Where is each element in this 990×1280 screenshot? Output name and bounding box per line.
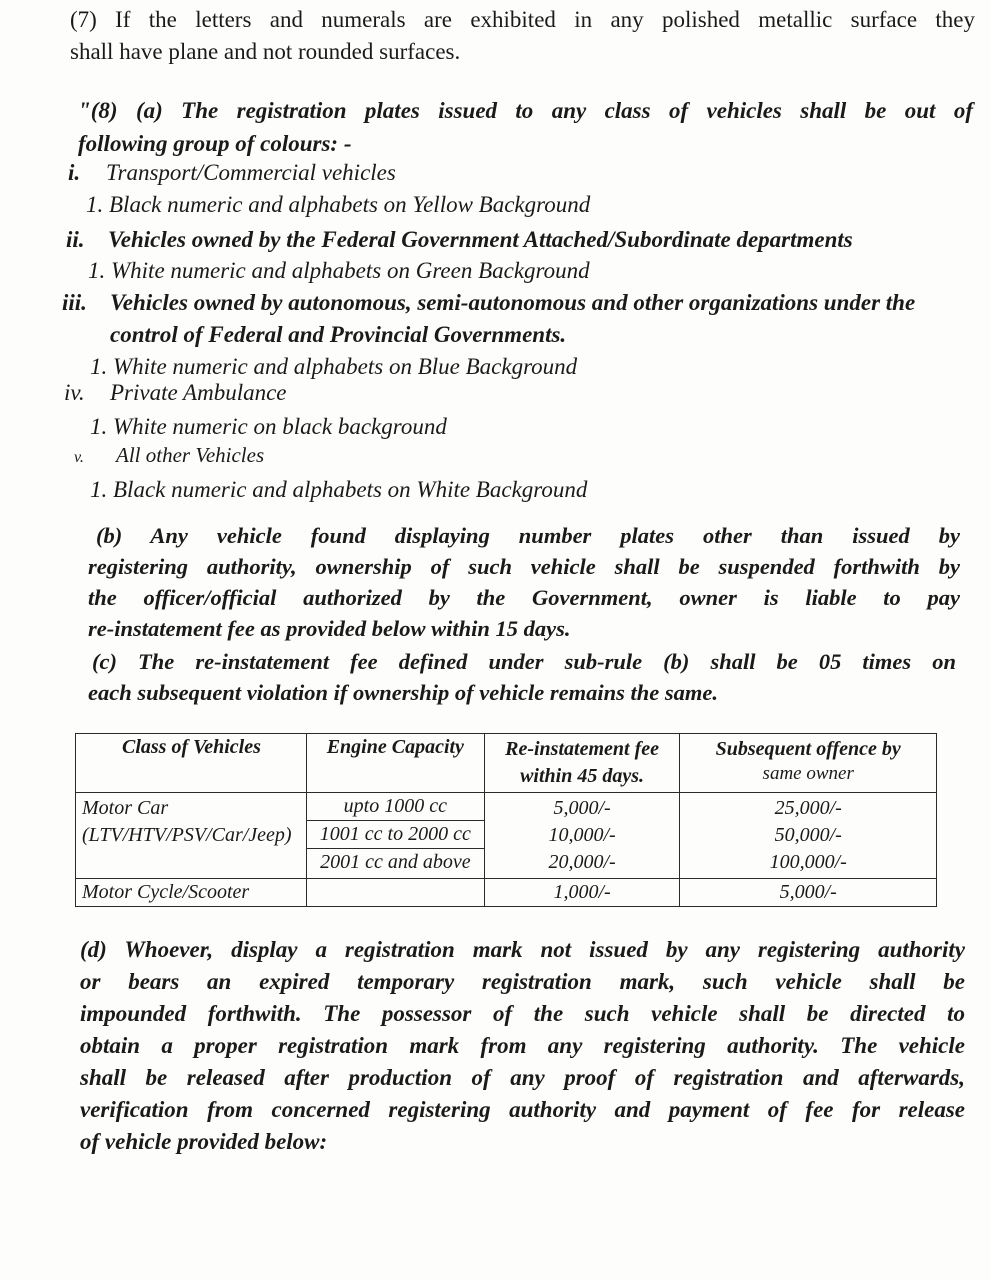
group-iv-title-row — [64, 378, 287, 408]
header-subsequent-line-1: Subsequent offence by — [715, 738, 901, 760]
rule-7-line-2: shall have plane and not rounded surfaces. — [70, 39, 461, 64]
subsequent-1: 25,000/- — [774, 797, 842, 819]
rule-8c — [88, 646, 956, 708]
group-iii-title-line-2: control of Federal and Provincial Governments. — [110, 322, 567, 347]
header-reinstatement-fee — [484, 734, 680, 793]
group-v-title: All other Vehicles — [116, 443, 265, 467]
header-class-of-vehicles: Class of Vehicles — [76, 734, 307, 793]
rule-8d — [80, 934, 965, 1158]
group-iii-item: 1. White numeric and alphabets on Blue Background — [90, 354, 578, 379]
rule-8a-line-2: following group of colours: - — [78, 131, 352, 156]
rule-8d-line-5: shall be released after production of any proof of registration and afterwards, — [80, 1065, 965, 1090]
motor-car-label: Motor Car — [82, 797, 169, 819]
group-iii-numeral: iii. — [62, 290, 87, 315]
rule-8d-line-3: impounded forthwith. The possessor of the such vehicle shall be directed to — [80, 1001, 965, 1026]
rule-8d-line-1: (d) Whoever, display a registration mark not issued by any registering authority — [80, 937, 965, 962]
group-i-numeral: i. — [68, 160, 81, 185]
rule-8c-line-1: (c) The re-instatement fee defined under sub-rule (b) shall be 05 times on — [92, 649, 956, 674]
motor-car-subtypes: (LTV/HTV/PSV/Car/Jeep) — [82, 824, 292, 846]
group-iii-title-row — [62, 288, 915, 318]
group-iv-item: 1. White numeric on black background — [90, 414, 447, 439]
cell-motor-car-subsequent — [680, 793, 937, 879]
cell-motor-car-engines — [306, 793, 484, 879]
group-ii-title-row — [66, 225, 853, 255]
engine-2: 1001 cc to 2000 cc — [307, 821, 484, 849]
cell-motor-cycle-engine — [306, 879, 484, 907]
reinstatement-fee-table — [75, 733, 937, 907]
rule-8b — [88, 520, 960, 644]
rule-8a — [78, 94, 973, 160]
group-ii-title: Vehicles owned by the Federal Government Attached/Subordinate departments — [108, 227, 853, 252]
group-ii-item: 1. White numeric and alphabets on Green Background — [88, 258, 590, 283]
cell-motor-car-fees — [484, 793, 680, 879]
cell-motor-cycle-subsequent: 5,000/- — [680, 879, 937, 907]
engine-3: 2001 cc and above — [320, 851, 471, 873]
group-v-title-row — [74, 440, 264, 473]
fee-2: 10,000/- — [548, 824, 616, 846]
subsequent-3: 100,000/- — [769, 851, 847, 873]
rule-8d-line-7: of vehicle provided below: — [80, 1129, 328, 1154]
cell-motor-cycle-fee: 1,000/- — [484, 879, 680, 907]
cell-motor-cycle-class: Motor Cycle/Scooter — [76, 879, 307, 907]
group-iv-title: Private Ambulance — [110, 380, 287, 405]
header-subsequent-offence — [680, 734, 937, 793]
fee-3: 20,000/- — [548, 851, 616, 873]
rule-8c-line-2: each subsequent violation if ownership of vehicle remains the same. — [88, 680, 719, 705]
rule-8a-line-1: "(8) (a) The registration plates issued to any class of vehicles shall be out of — [78, 98, 973, 123]
group-i-title: Transport/Commercial vehicles — [106, 160, 396, 185]
group-v-numeral: v. — [74, 449, 84, 466]
header-fee-line-2: within 45 days. — [520, 765, 645, 787]
rule-8d-line-2: or bears an expired temporary registration mark, such vehicle shall be — [80, 969, 965, 994]
header-subsequent-line-2: same owner — [762, 763, 854, 784]
rule-8b-line-1: (b) Any vehicle found displaying number plates other than issued by — [96, 523, 960, 548]
header-engine-capacity: Engine Capacity — [306, 734, 484, 793]
group-v-item: 1. Black numeric and alphabets on White Background — [90, 477, 588, 502]
group-iii-title: Vehicles owned by autonomous, semi-autonomous and other organizations under the — [110, 290, 916, 315]
cell-motor-car-class — [76, 793, 307, 879]
rule-8d-line-6: verification from concerned registering authority and payment of fee for release — [80, 1097, 965, 1122]
group-i-title-row — [68, 158, 396, 188]
group-ii-numeral: ii. — [66, 227, 85, 252]
engine-1: upto 1000 cc — [307, 793, 484, 821]
table-header-row — [76, 734, 937, 793]
rule-7 — [70, 4, 975, 68]
header-fee-line-1: Re-instatement fee — [505, 738, 659, 760]
rule-8b-line-4: re-instatement fee as provided below within 15 days. — [88, 616, 571, 641]
fee-1: 5,000/- — [553, 797, 611, 819]
rule-7-line-1: (7) If the letters and numerals are exhibited in any polished metallic surface they — [70, 7, 975, 32]
rule-8b-line-3: the officer/official authorized by the Government, owner is liable to pay — [88, 585, 960, 610]
group-i-item: 1. Black numeric and alphabets on Yellow Background — [86, 192, 591, 217]
subsequent-2: 50,000/- — [774, 824, 842, 846]
table-row — [76, 793, 937, 879]
rule-8d-line-4: obtain a proper registration mark from any registering authority. The vehicle — [80, 1033, 965, 1058]
rule-8b-line-2: registering authority, ownership of such vehicle shall be suspended forthwith by — [88, 554, 960, 579]
table-row — [76, 879, 937, 907]
group-iv-numeral: iv. — [64, 380, 85, 405]
